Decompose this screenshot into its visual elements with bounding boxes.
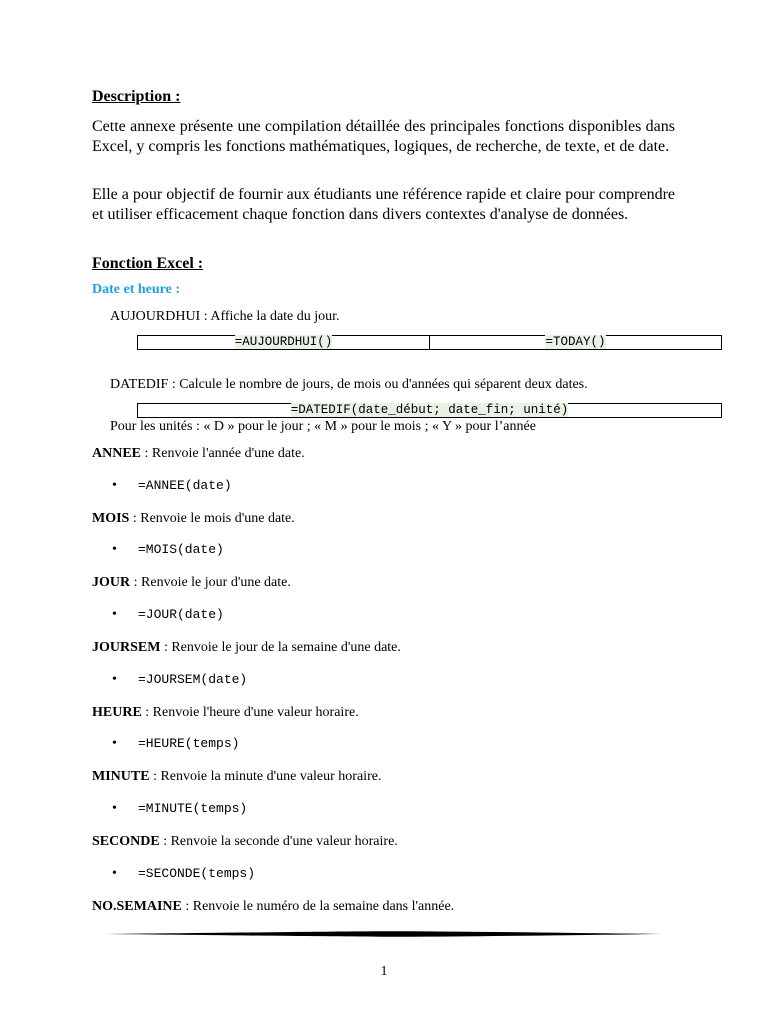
function-desc: : Renvoie le mois d'une date.: [129, 511, 295, 526]
bullet-annee: [112, 478, 232, 494]
function-desc: : Renvoie l'année d'une date.: [141, 446, 305, 461]
footer-divider: [0, 928, 768, 942]
bullet-icon: •: [112, 672, 117, 687]
bullet-icon: •: [112, 542, 117, 557]
function-joursem: [92, 640, 401, 656]
function-desc: : Renvoie la seconde d'une valeur horaire.: [159, 834, 398, 849]
function-seconde: [92, 834, 398, 850]
formula-annee: =ANNEE(date): [138, 478, 232, 493]
formula-seconde: =SECONDE(temps): [138, 866, 256, 881]
function-heure: [92, 705, 359, 721]
datedif-intro: DATEDIF : Calcule le nombre de jours, de mois ou d'années qui séparent deux dates.: [110, 377, 588, 392]
function-no-semaine: [92, 899, 454, 915]
formula-minute: =MINUTE(temps): [138, 801, 248, 816]
formula-jour: =JOUR(date): [138, 607, 224, 622]
formula-datedif: =DATEDIF(date_début; date_fin; unité): [290, 403, 569, 417]
aujourdhui-formula-table: [137, 335, 722, 350]
bullet-seconde: [112, 866, 255, 882]
function-desc: : Renvoie l'heure d'une valeur horaire.: [141, 705, 359, 720]
formula-today: =TODAY(): [545, 335, 606, 349]
bullet-minute: [112, 801, 247, 817]
units-note: Pour les unités : « D » pour le jour ; « M » pour le mois ; « Y » pour l’année: [110, 419, 536, 434]
function-jour: [92, 575, 291, 591]
function-name: JOURSEM: [92, 640, 161, 655]
description-paragraph-1: Cette annexe présente une compilation détaillée des principales fonctions disponibles dans Excel, y compris les fonctions mathématiques, logiques, de recherche, de texte, et de date.: [92, 118, 675, 155]
function-name: MINUTE: [92, 769, 150, 784]
function-name: SECONDE: [92, 834, 160, 849]
function-desc: : Renvoie le numéro de la semaine dans l'année.: [181, 899, 455, 914]
function-name: MOIS: [92, 511, 130, 526]
bullet-joursem: [112, 672, 247, 688]
function-annee: [92, 446, 305, 462]
function-name: NO.SEMAINE: [92, 899, 182, 914]
bullet-heure: [112, 736, 239, 752]
formula-joursem: =JOURSEM(date): [138, 672, 248, 687]
description-heading: Description :: [92, 88, 181, 105]
formula-heure: =HEURE(temps): [138, 736, 240, 751]
formula-aujourdhui: =AUJOURDHUI(): [234, 335, 333, 349]
function-desc: : Renvoie le jour de la semaine d'une date.: [160, 640, 401, 655]
function-desc: : Renvoie la minute d'une valeur horaire.: [149, 769, 382, 784]
function-minute: [92, 769, 381, 785]
fonction-excel-heading: Fonction Excel :: [92, 255, 204, 272]
bullet-icon: •: [112, 736, 117, 751]
function-mois: [92, 511, 295, 527]
bullet-mois: [112, 542, 224, 558]
aujourdhui-intro: AUJOURDHUI : Affiche la date du jour.: [110, 309, 340, 324]
function-name: JOUR: [92, 575, 131, 590]
datedif-formula-table: [137, 403, 722, 418]
formula-cell-datedif: [138, 404, 721, 417]
bullet-icon: •: [112, 801, 117, 816]
formula-cell-en: [429, 336, 721, 349]
bullet-icon: •: [112, 478, 117, 493]
formula-cell-fr: [138, 336, 429, 349]
bullet-icon: •: [112, 866, 117, 881]
formula-mois: =MOIS(date): [138, 542, 224, 557]
function-name: ANNEE: [92, 446, 142, 461]
bullet-icon: •: [112, 607, 117, 622]
description-paragraph-2: Elle a pour objectif de fournir aux étudiants une référence rapide et claire pour comprendre et utiliser efficacement chaque fonction dans divers contextes d'analyse de données.: [92, 186, 675, 223]
function-desc: : Renvoie le jour d'une date.: [130, 575, 291, 590]
function-name: HEURE: [92, 705, 142, 720]
date-heure-subheading: Date et heure :: [92, 282, 180, 297]
page-number: 1: [380, 964, 388, 979]
bullet-jour: [112, 607, 224, 623]
